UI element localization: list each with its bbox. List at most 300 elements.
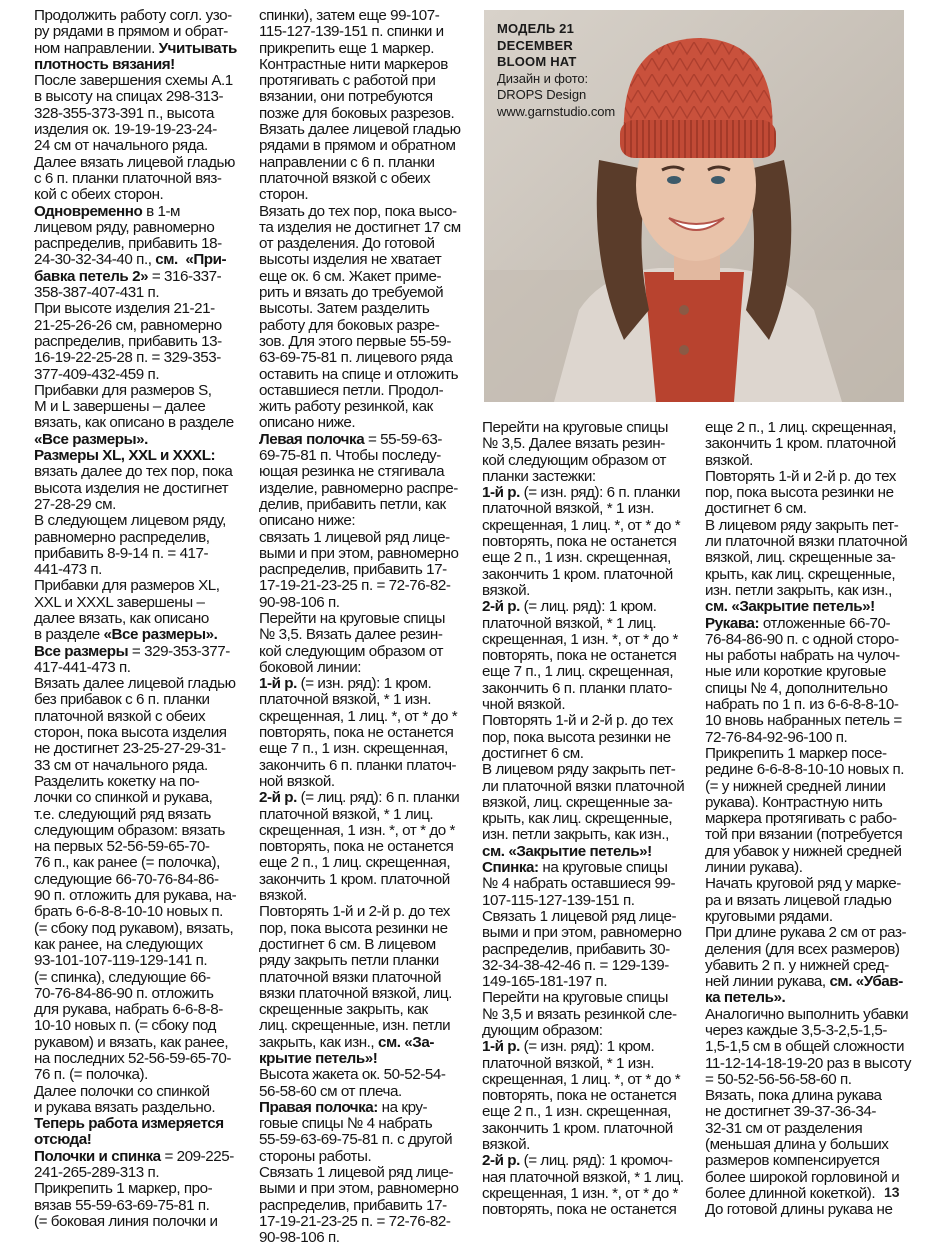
text-line — [705, 681, 905, 697]
text-line — [34, 415, 260, 431]
text-line — [259, 367, 483, 383]
text-line — [705, 974, 905, 990]
caption-line: МОДЕЛЬ 21 — [497, 21, 575, 36]
text-segment: При длине рукава 2 см от раз- — [705, 924, 907, 942]
text-line — [259, 513, 483, 529]
text-segment: № 3,5. Далее вязать резин- — [482, 435, 665, 453]
text-segment: ной вязкой. — [259, 772, 335, 790]
text-segment: на последних 52-56-59-65-70- — [34, 1050, 231, 1067]
text-segment: лиц. скрещенные, изн. петли — [259, 1017, 451, 1035]
text-line — [482, 909, 706, 925]
text-line — [259, 1100, 483, 1116]
text-line — [482, 550, 706, 566]
text-segment: еще ок. 6 см. Жакет приме- — [259, 267, 442, 285]
text-line — [259, 937, 483, 953]
text-line — [482, 730, 706, 746]
text-line — [482, 795, 706, 811]
text-line — [259, 888, 483, 904]
text-column-3 — [482, 419, 706, 1219]
text-line — [34, 823, 260, 839]
text-segment: распределив, прибавить 18- — [34, 235, 222, 253]
text-segment: зов. Для этого первые 55-59- — [259, 332, 451, 350]
text-line — [482, 681, 706, 697]
text-segment: 21-25-26-26 см, равномерно — [34, 316, 222, 334]
text-segment: рукава). Контрастную нить — [705, 793, 883, 811]
text-line — [259, 1149, 483, 1165]
text-line — [259, 318, 483, 334]
text-line — [259, 1214, 483, 1230]
text-line — [705, 827, 905, 843]
text-segment: стороны работы. — [259, 1147, 372, 1165]
text-segment: платочной вязкой, * 1 лиц. — [482, 614, 657, 632]
text-line — [705, 1153, 905, 1169]
caption-line: BLOOM HAT — [497, 54, 577, 69]
text-segment: еще 7 п., 1 изн. скрещенная, — [259, 740, 448, 758]
text-line — [259, 1051, 483, 1067]
text-segment: (= у нижней средней линии — [705, 777, 886, 795]
text-segment: Связать 1 лицевой ряд лице- — [259, 1164, 454, 1182]
bold-text: см. «Закрытие петель»! — [705, 598, 875, 616]
text-line — [705, 730, 905, 746]
text-segment: набрать по 1 п. из 6-6-8-8-10- — [705, 696, 899, 714]
text-line — [34, 725, 260, 741]
text-line — [259, 1230, 483, 1246]
text-segment: скрещенная, 1 лиц. *, от * до * — [482, 516, 681, 534]
text-column-2 — [259, 7, 483, 1247]
text-segment: работу для боковых разре- — [259, 316, 440, 334]
text-line — [259, 187, 483, 203]
text-line — [482, 1121, 706, 1137]
text-line — [259, 334, 483, 350]
text-line — [482, 469, 706, 485]
text-line — [482, 974, 706, 990]
text-segment: оставшиеся петли. Продол- — [259, 381, 444, 399]
text-segment: на первых 52-56-59-65-70- — [34, 838, 210, 856]
text-segment: M и L завершены – далее — [34, 398, 206, 416]
text-line — [482, 876, 706, 892]
text-segment: (= спинка), следующие 66- — [34, 968, 211, 986]
text-segment: кой следующим образом от — [482, 451, 667, 469]
bold-text: отсюда! — [34, 1131, 92, 1149]
text-segment: 32-31 см от разделения — [705, 1119, 863, 1137]
bold-text: бавка петель 2» — [34, 267, 149, 285]
text-segment: отложенные 66-70- — [759, 614, 891, 632]
text-segment: рукавом) и вязать, как ранее, — [34, 1033, 229, 1051]
text-segment: 17-19-21-23-25 п. = 72-76-82- — [259, 577, 451, 595]
text-line — [482, 567, 706, 583]
text-segment: № 4 набрать оставшиеся 99- — [482, 875, 676, 893]
text-segment: ном направлении. — [34, 39, 159, 57]
text-segment: Повторять 1-й и 2-й р. до тех — [705, 467, 896, 485]
text-segment: 358-387-407-431 п. — [34, 284, 160, 302]
text-segment: скрещенная, 1 лиц. *, от * до * — [259, 707, 458, 725]
text-segment: как ранее, на следующих — [34, 935, 203, 953]
text-segment: (= лиц. ряд): 1 кром. — [519, 598, 657, 616]
text-segment: № 3,5 и вязать резинкой сле- — [482, 1005, 677, 1023]
bold-text: 2-й р. — [259, 789, 297, 807]
text-line — [705, 550, 905, 566]
text-line — [34, 578, 260, 594]
text-line — [34, 921, 260, 937]
text-segment: скрещенная, 1 лиц. *, от * до * — [482, 1070, 681, 1088]
text-line — [705, 1054, 912, 1072]
text-line — [705, 1088, 905, 1104]
text-segment: распределив, прибавить 13- — [34, 332, 222, 350]
text-line — [482, 860, 706, 876]
text-segment: вязании, они потребуются — [259, 88, 433, 106]
text-segment: Прикрепить 1 маркер посе- — [705, 744, 887, 762]
text-line — [259, 73, 483, 89]
text-segment: описано ниже. — [259, 414, 356, 432]
text-segment: 56-58-60 см от плеча. — [259, 1082, 402, 1100]
text-segment: лицевом ряду, равномерно — [34, 218, 215, 236]
text-line — [705, 567, 905, 583]
text-line — [482, 925, 706, 941]
text-line — [34, 953, 260, 969]
text-segment: платочной вязкой, * 1 изн. — [482, 1054, 654, 1072]
text-line — [482, 811, 706, 827]
text-segment: вязкой. — [482, 581, 530, 599]
text-segment: вязать, как описано в разделе — [34, 414, 234, 432]
text-line — [482, 958, 706, 974]
text-line — [482, 827, 706, 843]
text-line — [34, 611, 260, 627]
text-line — [705, 664, 905, 680]
text-segment: 149-165-181-197 п. — [482, 973, 608, 991]
text-segment: более длинной кокеткой). — [705, 1184, 876, 1202]
text-line — [34, 1002, 260, 1018]
text-segment: При высоте изделия 21-21- — [34, 300, 215, 318]
text-line — [259, 497, 483, 513]
text-segment: закончить 1 кром. платочной — [259, 870, 450, 888]
text-segment: достигнет 6 см. — [482, 744, 584, 762]
text-line — [259, 122, 483, 138]
text-segment: размеров компенсируется — [705, 1152, 880, 1170]
text-line — [34, 660, 260, 676]
text-line — [259, 383, 483, 399]
text-line — [482, 599, 706, 615]
text-line — [34, 1116, 260, 1132]
text-line — [482, 713, 706, 729]
text-segment: изделие, равномерно распре- — [259, 479, 458, 497]
text-line — [34, 741, 260, 757]
text-line — [259, 970, 483, 986]
text-line — [705, 893, 905, 909]
text-line — [259, 1067, 483, 1083]
text-line — [705, 909, 905, 925]
text-line — [259, 204, 483, 220]
text-line — [482, 779, 706, 795]
text-segment: не достигнет 39-37-36-34- — [705, 1103, 876, 1121]
text-line — [705, 958, 905, 974]
text-line — [259, 530, 483, 546]
caption-line: DECEMBER — [497, 37, 573, 53]
text-line — [34, 1067, 260, 1083]
text-line — [34, 497, 260, 513]
text-line — [34, 138, 260, 154]
text-line — [705, 942, 905, 958]
text-line — [705, 876, 905, 892]
photo-caption — [497, 21, 697, 120]
text-segment: спицы № 4, дополнительно — [705, 679, 888, 697]
text-segment: делив, прибавить петли, как — [259, 495, 446, 513]
text-segment: закончить 1 кром. платочной — [482, 565, 673, 583]
text-segment: Прибавки для размеров S, — [34, 381, 212, 399]
text-line — [705, 1170, 905, 1186]
text-segment: не достигнет 23-25-27-29-31- — [34, 740, 226, 758]
text-line — [259, 872, 483, 888]
text-line — [34, 562, 260, 578]
text-segment: высота изделия не достигнет — [34, 479, 229, 497]
text-line — [34, 432, 260, 448]
text-column-4 — [705, 419, 912, 1219]
text-segment: позже для боковых разрезов. — [259, 104, 455, 122]
text-line — [34, 692, 260, 708]
text-line — [34, 252, 260, 268]
text-segment: = 50-52-56-56-58-60 п. — [705, 1070, 852, 1088]
text-line — [482, 1056, 706, 1072]
text-line — [34, 1198, 260, 1214]
text-line — [34, 513, 260, 529]
text-line — [259, 1132, 483, 1148]
text-segment: Разделить кокетку на по- — [34, 772, 200, 790]
text-line — [259, 692, 483, 708]
text-line — [259, 986, 483, 1002]
text-segment: 93-101-107-119-129-141 п. — [34, 952, 208, 970]
text-segment: скрещенная, 1 изн. *, от * до * — [482, 630, 678, 648]
text-segment: закончить 1 кром. платочной — [482, 1119, 673, 1137]
text-segment: достигнет 6 см. В лицевом — [259, 935, 436, 953]
text-segment: кой следующим образом от — [259, 642, 444, 660]
text-segment: изделия ок. 19-19-19-23-24- — [34, 121, 217, 139]
text-line — [34, 57, 260, 73]
text-line — [705, 436, 905, 452]
text-line — [482, 762, 706, 778]
text-line — [705, 518, 905, 534]
text-line — [259, 236, 483, 252]
text-segment: XXL и XXXL завершены – — [34, 593, 205, 611]
text-segment: В следующем лицевом ряду, — [34, 512, 226, 530]
text-line — [482, 1186, 706, 1202]
text-segment: 107-115-127-139-151 п. — [482, 891, 635, 909]
text-segment: ли платочной вязки платочной — [705, 533, 908, 551]
text-segment: Высота жакета ок. 50-52-54- — [259, 1066, 446, 1084]
text-segment: т.е. следующий ряд вязать — [34, 805, 211, 823]
text-line — [259, 171, 483, 187]
text-line — [34, 904, 260, 920]
text-line — [34, 790, 260, 806]
text-segment: вязкой, лиц. скрещенные за- — [482, 793, 673, 811]
text-line — [482, 1007, 706, 1023]
text-line — [705, 1005, 909, 1023]
text-segment: пор, пока высота резинки не — [259, 919, 448, 937]
text-segment: следующим образом: вязать — [34, 821, 225, 839]
text-segment: закончить 1 кром. платочной — [705, 435, 896, 453]
text-segment: направлении с 6 п. планки — [259, 153, 435, 171]
text-line — [259, 220, 483, 236]
text-segment: 72-76-84-92-96-100 п. — [705, 728, 848, 746]
text-line — [705, 469, 905, 485]
text-line — [34, 774, 260, 790]
text-line — [482, 436, 706, 452]
text-segment: той при вязании (потребуется — [705, 826, 903, 844]
caption-line: www.garnstudio.com — [497, 103, 616, 119]
text-line — [259, 464, 483, 480]
text-segment: равномерно распределив, — [34, 528, 210, 546]
text-segment: Далее полочки со спинкой — [34, 1082, 210, 1100]
text-segment: описано ниже: — [259, 512, 356, 530]
text-segment: вязки платочной вязкой, лиц. — [259, 984, 452, 1002]
text-line — [34, 1149, 260, 1165]
text-line — [34, 1035, 260, 1051]
text-line — [34, 8, 260, 24]
text-segment: высоты изделия не хватает — [259, 251, 442, 269]
text-line — [34, 171, 260, 187]
bold-text: Теперь работа измеряется — [34, 1115, 224, 1133]
text-line — [34, 448, 260, 464]
text-line — [259, 774, 483, 790]
text-segment: (= изн. ряд): 1 кром. — [296, 675, 432, 693]
text-segment: (= изн. ряд): 6 п. планки — [519, 484, 681, 502]
text-segment: 1,5-1,5 см в общей сложности — [705, 1038, 904, 1056]
text-segment: распределив, прибавить 17- — [259, 561, 447, 579]
text-segment: Продолжить работу согл. узо- — [34, 7, 232, 24]
text-segment: 27-28-29 см. — [34, 495, 116, 513]
text-segment: жить работу резинкой, как — [259, 398, 433, 416]
text-line — [705, 1023, 905, 1039]
text-segment: ющая резинка не стягивала — [259, 463, 445, 481]
bold-text: 1-й р. — [259, 675, 297, 693]
text-line — [705, 1137, 905, 1153]
text-segment: 90-98-106 п. — [259, 593, 340, 611]
text-segment: связать 1 лицевой ряд лице- — [259, 528, 450, 546]
text-line — [259, 1002, 483, 1018]
text-line — [705, 713, 905, 729]
text-segment: без прибавок с 6 п. планки — [34, 691, 210, 709]
text-line — [259, 432, 483, 448]
text-segment: Перейти на круговые спицы — [482, 419, 668, 436]
bold-text: крытие петель»! — [259, 1050, 378, 1067]
text-segment: платочной вязки платочной — [259, 968, 442, 986]
text-segment: пор, пока высота резинки не — [482, 728, 671, 746]
text-segment: круговыми рядами. — [705, 907, 833, 925]
text-line — [34, 855, 260, 871]
text-segment: (= изн. ряд): 1 кром. — [519, 1038, 655, 1056]
text-line — [705, 501, 905, 517]
text-line — [259, 155, 483, 171]
text-segment: выми и при этом, равномерно — [259, 1180, 459, 1198]
text-segment: повторять, пока не останется — [482, 1201, 677, 1219]
text-segment: 90-98-106 п. — [259, 1229, 340, 1247]
text-segment: 63-69-75-81 п. лицевого ряда — [259, 349, 453, 367]
text-segment: боковой линии: — [259, 658, 362, 676]
text-line — [259, 644, 483, 660]
text-line — [34, 1100, 260, 1116]
text-line — [34, 1018, 260, 1034]
text-line — [259, 709, 483, 725]
text-line — [34, 187, 260, 203]
text-segment: достигнет 6 см. — [705, 500, 807, 518]
text-line — [259, 106, 483, 122]
text-segment: В лицевом ряду закрыть пет- — [705, 516, 899, 534]
text-segment: изн. петли закрыть, как изн., — [482, 826, 669, 844]
text-segment: крыть, как лиц. скрещенные, — [705, 565, 896, 583]
text-segment: = 329-353-377- — [128, 642, 230, 660]
text-line — [34, 285, 260, 301]
text-line — [34, 839, 260, 855]
text-line — [259, 269, 483, 285]
text-segment: крыть, как лиц. скрещенные, — [482, 810, 673, 828]
text-line — [259, 1035, 483, 1051]
text-line — [705, 779, 905, 795]
text-segment: 10 вновь набранных петель = — [705, 712, 902, 730]
text-segment: Перейти на круговые спицы — [259, 609, 445, 627]
caption-line: DROPS Design — [497, 87, 587, 102]
text-line — [259, 350, 483, 366]
text-segment: Вязать далее лицевой гладью — [34, 675, 236, 693]
text-segment: распределив, прибавить 17- — [259, 1196, 447, 1214]
text-segment: сторон, пока высота изделия — [34, 724, 227, 742]
text-line — [482, 942, 706, 958]
text-line — [34, 872, 260, 888]
text-segment: брать 6-6-8-8-10-10 новых п. — [34, 903, 223, 921]
text-segment: ли платочной вязки платочной — [482, 777, 685, 795]
text-segment: спинки), затем еще 99-107- — [259, 7, 440, 24]
text-segment: (= лиц. ряд): 6 п. планки — [296, 789, 460, 807]
text-segment: закрыть, как изн., — [259, 1033, 378, 1051]
text-segment: рядами в прямом и обратном — [259, 137, 456, 155]
text-line — [34, 89, 260, 105]
text-line — [259, 921, 483, 937]
text-segment: 24 см от начального ряда. — [34, 137, 208, 155]
text-segment: повторять, пока не останется — [482, 533, 677, 551]
text-segment: на круговые спицы — [538, 859, 668, 877]
text-segment: Аналогично выполнить убавки — [705, 1005, 909, 1023]
text-line — [259, 1084, 483, 1100]
text-line — [259, 807, 483, 823]
text-segment: Повторять 1-й и 2-й р. до тех — [482, 712, 673, 730]
text-segment: и рукава вязать раздельно. — [34, 1098, 216, 1116]
bold-text: Одновременно — [34, 202, 143, 220]
text-line — [259, 138, 483, 154]
text-segment: 241-265-289-313 п. — [34, 1164, 160, 1182]
text-segment: ная платочной вязкой, * 1 лиц. — [482, 1168, 684, 1186]
text-line — [34, 269, 260, 285]
text-line — [34, 595, 260, 611]
text-segment: Контрастные нити маркеров — [259, 55, 448, 73]
text-segment: через каждые 3,5-3-2,5-1,5- — [705, 1021, 887, 1039]
text-segment: прибавить 8-9-14 п. = 417- — [34, 544, 209, 562]
bold-text: плотность вязания! — [34, 55, 175, 73]
text-segment: от разделения. До готовой — [259, 235, 435, 253]
text-line — [482, 697, 706, 713]
text-line — [259, 285, 483, 301]
text-line — [705, 648, 905, 664]
text-line — [705, 453, 905, 469]
text-segment: 32-34-38-42-46 п. = 129-139- — [482, 956, 669, 974]
text-segment: 10-10 новых п. (= сбоку под — [34, 1017, 216, 1035]
text-line — [34, 888, 260, 904]
text-line — [34, 1084, 260, 1100]
text-line — [34, 41, 260, 57]
text-line — [705, 632, 905, 648]
text-segment: ные или короткие круговые — [705, 663, 886, 681]
text-line — [259, 1165, 483, 1181]
text-line — [705, 860, 905, 876]
bold-text: Размеры XL, XXL и XXXL: — [34, 447, 216, 465]
text-segment: кой с обеих сторон. — [34, 186, 164, 204]
text-line — [34, 155, 260, 171]
